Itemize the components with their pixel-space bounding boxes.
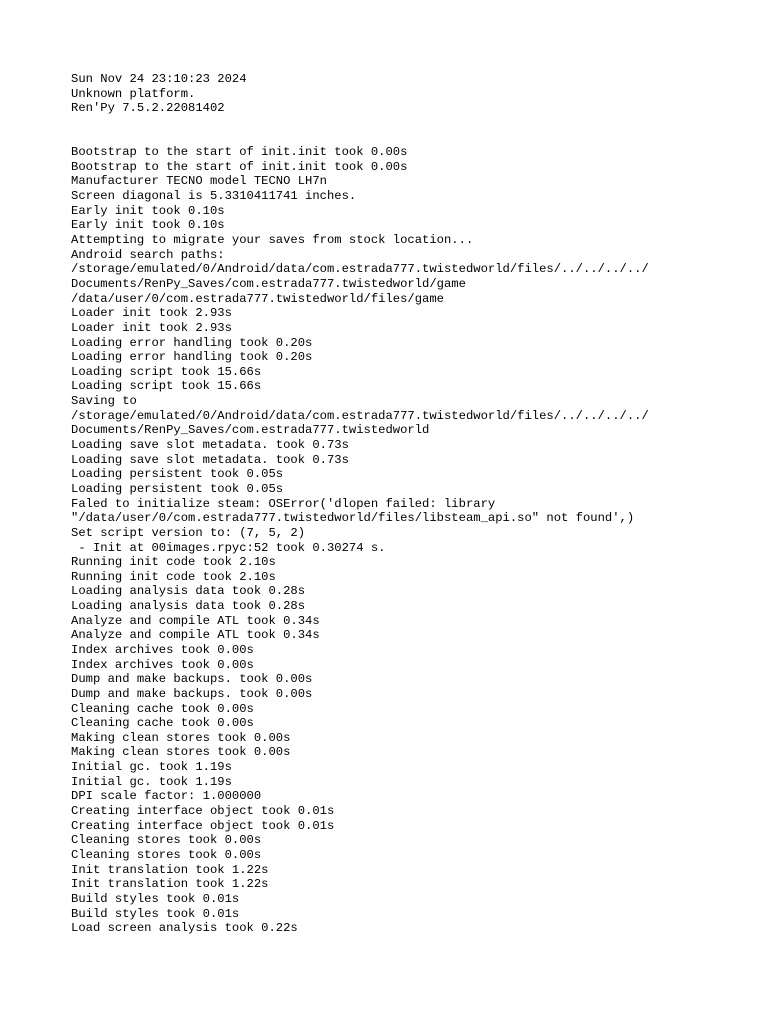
log-line: Build styles took 0.01s xyxy=(71,906,240,921)
log-line: DPI scale factor: 1.000000 xyxy=(71,789,262,804)
log-line: Documents/RenPy_Saves/com.estrada777.twistedworld/game xyxy=(71,276,466,291)
log-line: Init translation took 1.22s xyxy=(71,877,269,892)
log-line: Analyze and compile ATL took 0.34s xyxy=(71,613,320,628)
log-line: Manufacturer TECNO model TECNO LH7n xyxy=(71,174,327,189)
log-line: Saving to xyxy=(71,394,137,409)
log-line: Build styles took 0.01s xyxy=(71,891,240,906)
log-line: Sun Nov 24 23:10:23 2024 xyxy=(71,72,247,86)
log-line: Initial gc. took 1.19s xyxy=(71,774,232,789)
log-line xyxy=(71,116,761,131)
log-line: Unknown platform. xyxy=(71,86,196,101)
log-line: Making clean stores took 0.00s xyxy=(71,745,291,760)
log-line: Loading script took 15.66s xyxy=(71,364,262,379)
log-line: Attempting to migrate your saves from stock location... xyxy=(71,233,474,248)
log-line: Faled to initialize steam: OSError('dlopen failed: library xyxy=(71,496,496,511)
log-line: Index archives took 0.00s xyxy=(71,642,254,657)
log-line: Loading analysis data took 0.28s xyxy=(71,584,306,599)
log-line: Index archives took 0.00s xyxy=(71,657,254,672)
log-line: Loading error handling took 0.20s xyxy=(71,350,313,365)
log-line: Creating interface object took 0.01s xyxy=(71,804,335,819)
log-line: Load screen analysis took 0.22s xyxy=(71,921,298,936)
log-line: Early init took 0.10s xyxy=(71,203,225,218)
log-line: Screen diagonal is 5.3310411741 inches. xyxy=(71,189,357,204)
log-line: Running init code took 2.10s xyxy=(71,555,276,570)
log-line: Bootstrap to the start of init.init took 0.00s xyxy=(71,145,408,160)
log-line: Creating interface object took 0.01s xyxy=(71,818,335,833)
log-line: /storage/emulated/0/Android/data/com.estrada777.twistedworld/files/../../../../ xyxy=(71,408,649,423)
log-line: Early init took 0.10s xyxy=(71,218,225,233)
log-text-block xyxy=(71,72,761,936)
log-line: Loading script took 15.66s xyxy=(71,379,262,394)
log-line: Documents/RenPy_Saves/com.estrada777.twistedworld xyxy=(71,423,430,438)
log-line: /storage/emulated/0/Android/data/com.estrada777.twistedworld/files/../../../../ xyxy=(71,262,649,277)
log-line: Cleaning cache took 0.00s xyxy=(71,701,254,716)
log-line: Cleaning cache took 0.00s xyxy=(71,716,254,731)
log-line: Cleaning stores took 0.00s xyxy=(71,833,262,848)
log-line: Loading save slot metadata. took 0.73s xyxy=(71,438,349,453)
log-line: Initial gc. took 1.19s xyxy=(71,760,232,775)
log-line xyxy=(71,131,761,146)
log-line: Android search paths: xyxy=(71,247,225,262)
log-line: Cleaning stores took 0.00s xyxy=(71,847,262,862)
log-line: "/data/user/0/com.estrada777.twistedworld/files/libsteam_api.so" not found',) xyxy=(71,511,635,526)
log-line: Loading save slot metadata. took 0.73s xyxy=(71,452,349,467)
log-line: Set script version to: (7, 5, 2) xyxy=(71,525,306,540)
log-line: Analyze and compile ATL took 0.34s xyxy=(71,628,320,643)
log-line: /data/user/0/com.estrada777.twistedworld/files/game xyxy=(71,291,444,306)
log-line: Loader init took 2.93s xyxy=(71,320,232,335)
log-line: Loading persistent took 0.05s xyxy=(71,467,284,482)
log-line: Loading analysis data took 0.28s xyxy=(71,599,306,614)
log-line: Loading persistent took 0.05s xyxy=(71,481,284,496)
log-line: Init translation took 1.22s xyxy=(71,862,269,877)
log-line: Making clean stores took 0.00s xyxy=(71,730,291,745)
log-line: Ren'Py 7.5.2.22081402 xyxy=(71,101,225,116)
log-line: Loader init took 2.93s xyxy=(71,306,232,321)
log-line: Loading error handling took 0.20s xyxy=(71,335,313,350)
log-line: Dump and make backups. took 0.00s xyxy=(71,672,313,687)
log-line: - Init at 00images.rpyc:52 took 0.30274 s. xyxy=(71,540,386,555)
log-line: Running init code took 2.10s xyxy=(71,569,276,584)
log-line: Bootstrap to the start of init.init took 0.00s xyxy=(71,159,408,174)
log-line: Dump and make backups. took 0.00s xyxy=(71,686,313,701)
